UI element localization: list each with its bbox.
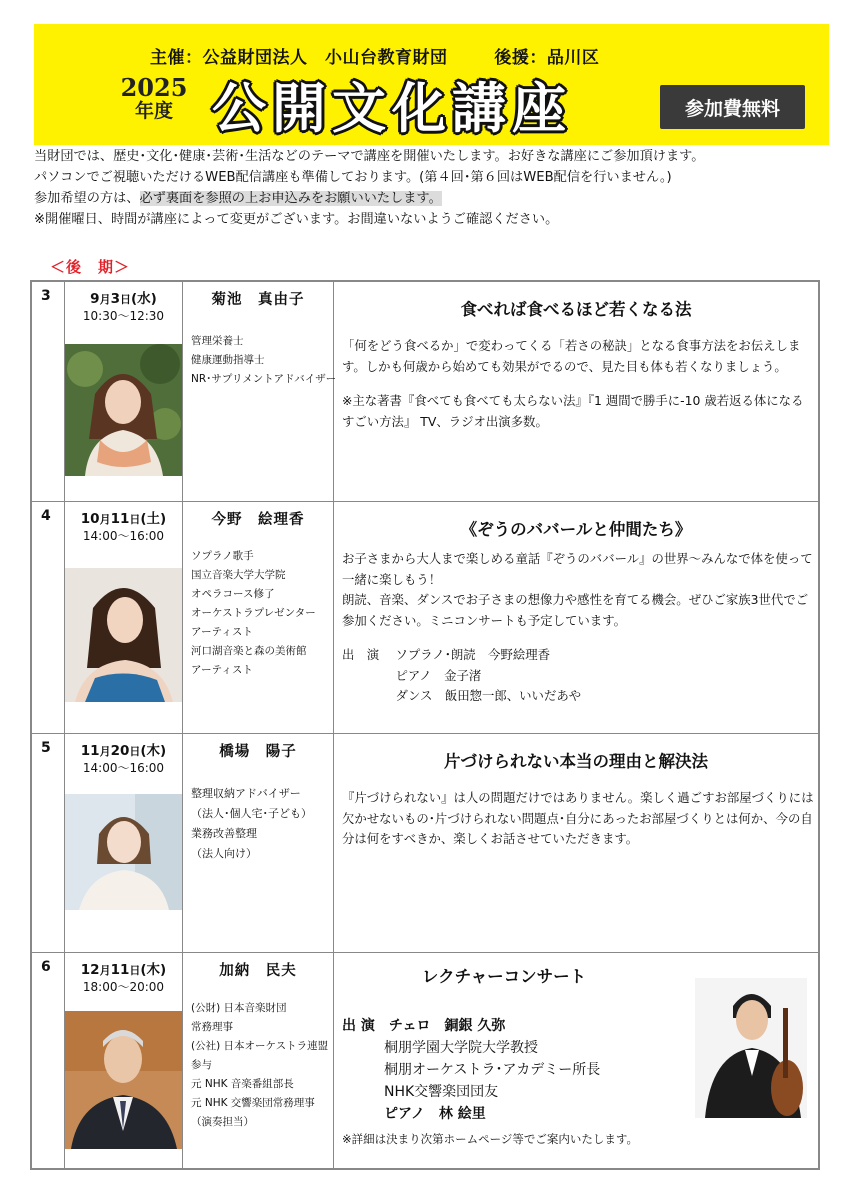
lecturer-name: 今野 絵理香 <box>211 512 305 528</box>
year-suffix: 年度 <box>134 100 173 122</box>
lecture-row <box>32 282 818 502</box>
sponsor-name: 公益財団法人 小山台教育財団 <box>202 48 448 68</box>
support-name: 品川区 <box>546 48 600 68</box>
lecturer-photo <box>65 1011 182 1149</box>
lecture-row <box>32 953 818 1168</box>
lecturer-name: 加納 民夫 <box>219 963 297 979</box>
fiscal-year <box>108 73 200 122</box>
intro-highlight: 必ず裏面を参照の上お申込みをお願いいたします。 <box>139 191 442 206</box>
lecture-number: 4 <box>41 508 51 524</box>
lecture-title: 片づけられない本当の理由と解決法 <box>444 752 708 771</box>
year-number: 2025 <box>120 73 188 102</box>
lecturer-profile: (公財) 日本音楽財団 常務理事 (公社) 日本オーケストラ連盟 参与 元 NHK 音楽番組部長 元 NHK 交響楽団常務理事 （演奏担当） <box>191 1002 329 1128</box>
lecture-date: 10月11日(土) <box>80 511 167 527</box>
lecturer-profile: 整理収納アドバイザー （法人･個人宅･子ども） 業務改善整理 （法人向け） <box>191 787 312 860</box>
lecturer-name: 橋場 陽子 <box>219 744 297 760</box>
lecturer-photo <box>65 794 182 910</box>
lecture-title: 《ぞうのババールと仲間たち》 <box>460 520 692 539</box>
support-label: 後援 <box>494 48 530 68</box>
performer-photo <box>695 978 807 1118</box>
lecture-number: 6 <box>41 959 51 975</box>
lecture-description: 「何をどう食べるか」で変わってくる「若さの秘訣」となる食事方法をお伝えします。しかも何歳から始めても効果がでるので、見た目も体も若くなりましょう。 ※主な著書『食べても食べても太らない法』『1 週間で勝手に-10 歳若返る体になるすごい方法』 TV、ラジオ出演多数。 <box>342 338 804 429</box>
lecture-description: お子さまから大人まで楽しめる童話『ぞうのババール』の世界～みんなで体を使って一緒に楽しもう！ 朗読、音楽、ダンスでお子さまの想像力や感性を育てる機会。ぜひご家族3世代でご参加ください。ミニコンサートも予定しています。 出 演 ソプラノ･朗読 今野絵理香 ピアノ 金子渚 ダンス 飯田惣一郎、いいだあや <box>342 551 813 703</box>
intro-line-1: 当財団では、歴史･文化･健康･芸術･生活などのテーマで講座を開催いたします。お好きな講座にご参加頂けます。 <box>34 149 705 164</box>
lecture-time: 18:00～20:00 <box>82 980 165 994</box>
intro-text <box>34 146 834 230</box>
lecturer-profile: 管理栄養士 健康運動指導士 NR･サプリメントアドバイザー <box>191 335 337 385</box>
lecturer-profile: ソプラノ歌手 国立音楽大学大学院 オペラコース修了 オーケストラプレゼンター アーティスト 河口湖音楽と森の美術館 アーティスト <box>191 550 316 676</box>
lecture-time: 14:00～16:00 <box>82 761 165 775</box>
lecture-title: レクチャーコンサート <box>421 967 587 986</box>
lecture-table <box>30 280 820 1170</box>
sponsor-line: 主催：公益財団法人 小山台教育財団 後援：品川区 <box>150 48 600 68</box>
lecturer-name: 菊池 真由子 <box>211 292 305 308</box>
intro-line-3 <box>34 188 834 209</box>
lecture-description: 『片づけられない』は人の問題だけではありません。楽しく過ごすお部屋づくりには欠かせないもの･片づけられない問題点･自分にあったお部屋づくりとは何か、今の自分は何をすべきか、楽しくお話させていただきます。 <box>342 790 814 846</box>
lecturer-photo <box>65 344 182 476</box>
lecture-row <box>32 502 818 734</box>
sponsor-label: 主催 <box>150 48 185 68</box>
lecture-number: 5 <box>41 740 51 756</box>
lecture-note: ※詳細は決まり次第ホームページ等でご案内いたします。 <box>342 1132 638 1146</box>
lecture-date: 12月11日(木) <box>80 962 167 978</box>
lecture-description: 出 演 チェロ 銅銀 久弥 桐朋学園大学院大学教授 桐朋オーケストラ･アカデミー所長 NHK交響楽団団友 ピアノ 林 絵里 <box>342 1018 601 1122</box>
lecture-time: 14:00～16:00 <box>82 529 165 543</box>
lecture-number: 3 <box>41 288 51 304</box>
lecture-row <box>32 734 818 953</box>
term-label: ＜後 期＞ <box>50 258 131 276</box>
lecture-date: 9月3日(水) <box>90 291 157 307</box>
fee-badge: 参加費無料 <box>660 85 805 129</box>
lecture-title: 食べれば食べるほど若くなる法 <box>460 300 692 319</box>
lecture-time: 10:30～12:30 <box>82 309 165 323</box>
lecturer-photo <box>65 568 182 702</box>
page-title: 公開文化講座 <box>212 77 572 140</box>
intro-line-3-pre: 参加希望の方は、 <box>34 191 140 206</box>
lecture-date: 11月20日(木) <box>80 743 167 759</box>
intro-line-2: パソコンでご視聴いただけるWEB配信講座も準備しております。(第４回･第６回はWEB配信を行いません。) <box>34 170 672 185</box>
intro-line-4: ※開催曜日、時間が講座によって変更がございます。お間違いないようご確認ください。 <box>34 212 559 227</box>
